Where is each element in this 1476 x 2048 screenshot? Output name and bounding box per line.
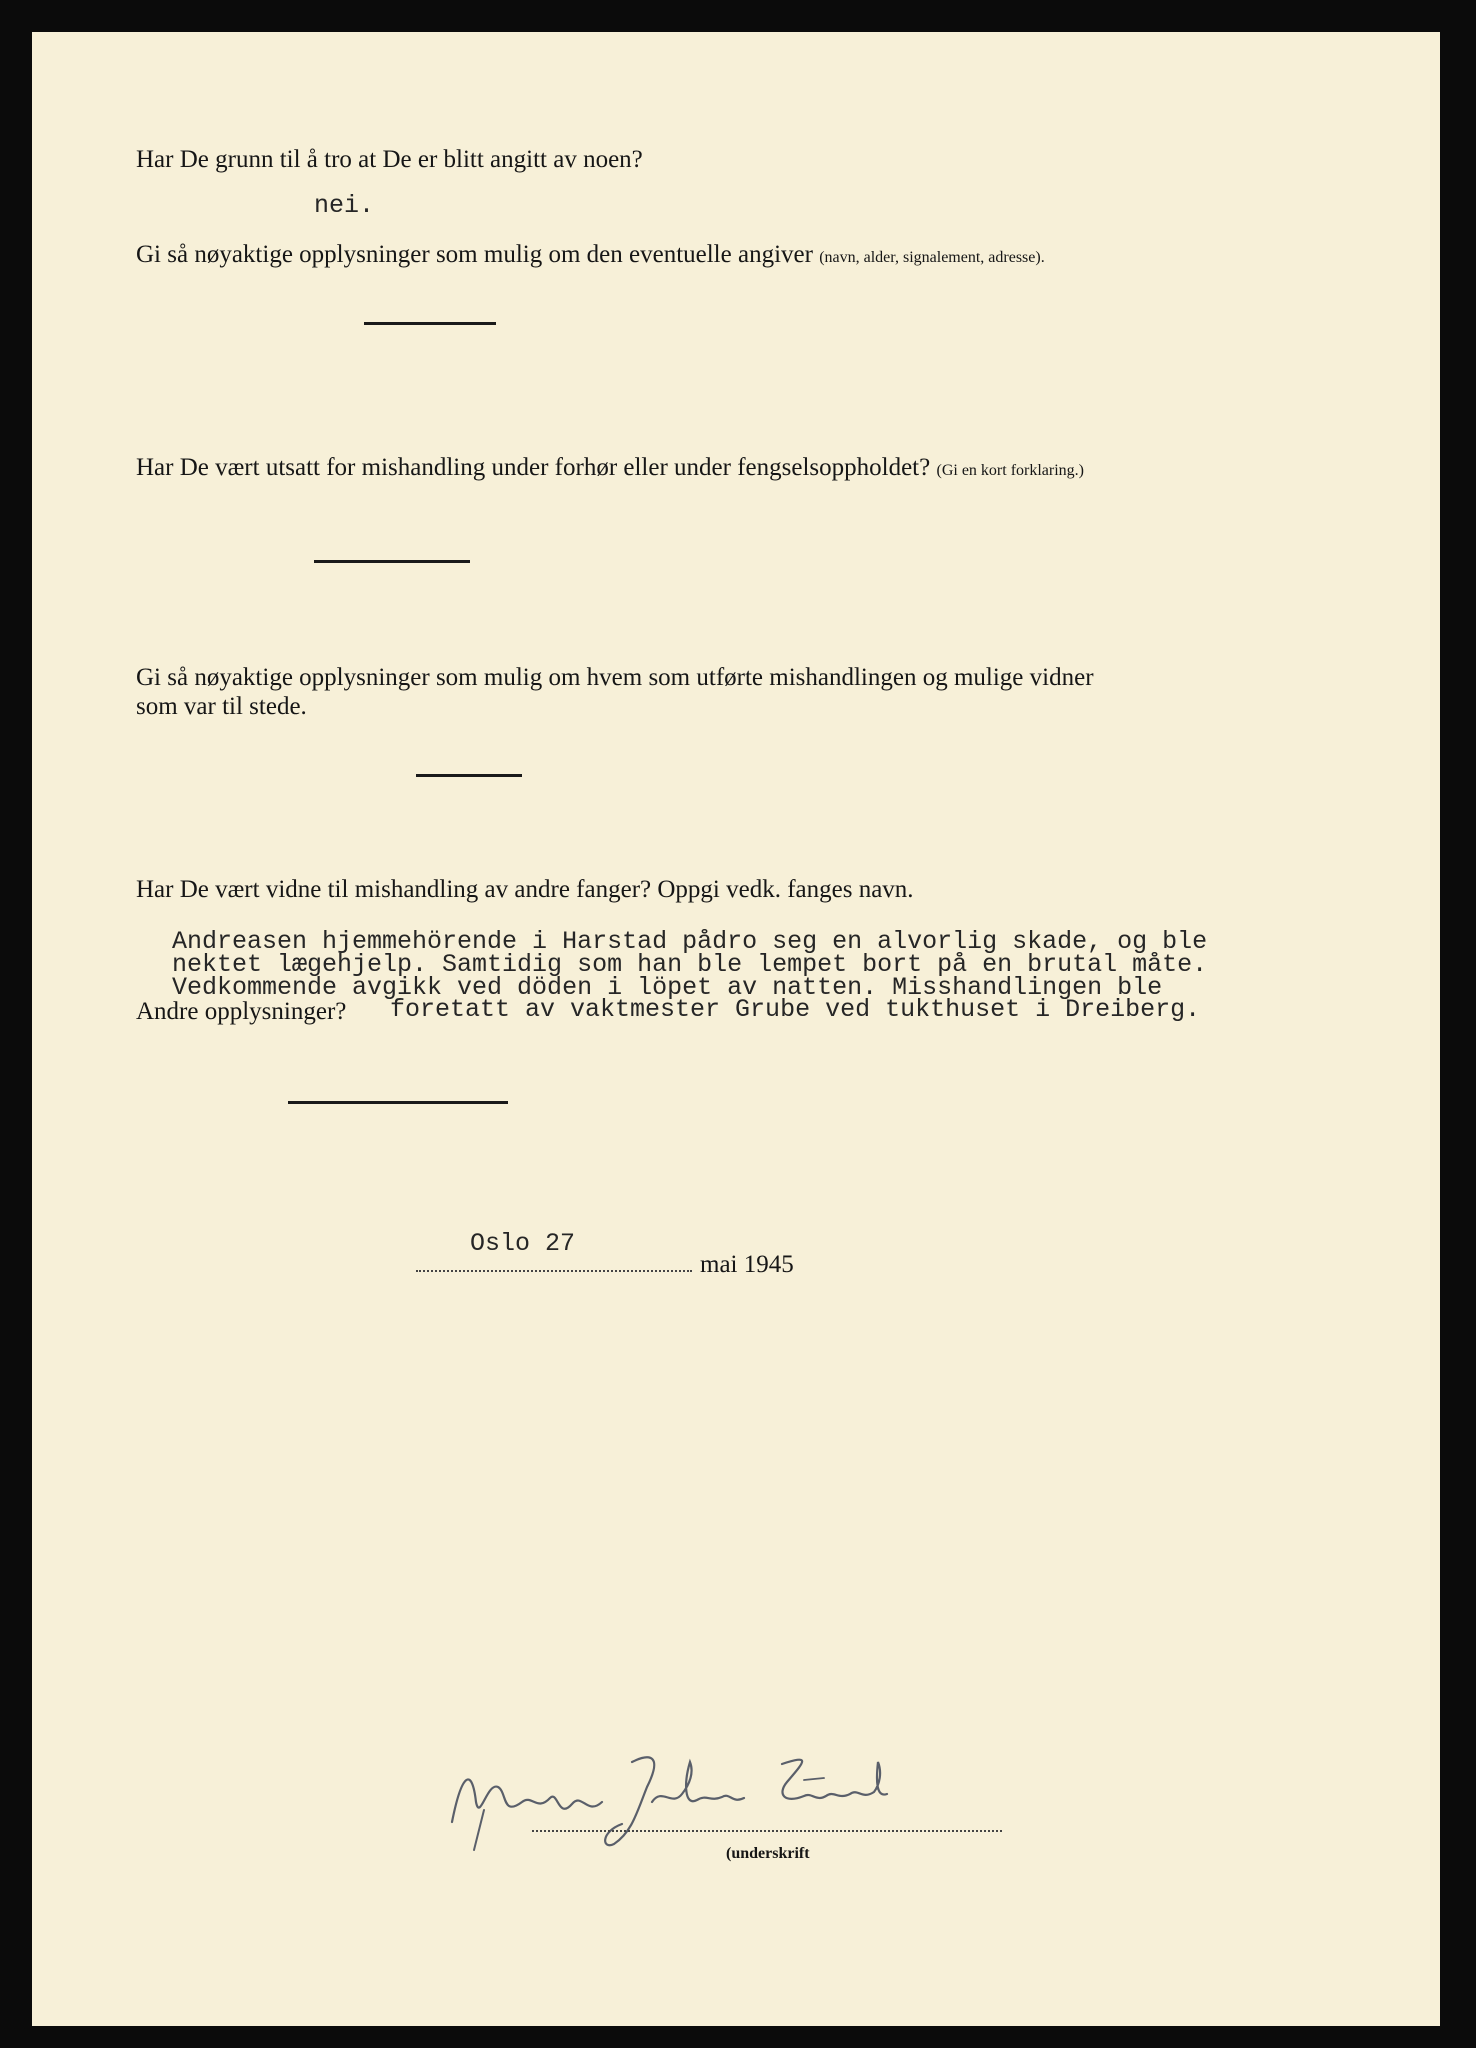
question-informant-main: Gi så nøyaktige opplysninger som mulig om den eventuelle angiver xyxy=(136,241,813,268)
question-other-info: Andre opplysninger? xyxy=(136,998,347,1025)
month-year: mai 1945 xyxy=(700,1251,794,1278)
separator-rule xyxy=(288,1101,508,1104)
question-witness: Har De vært vidne til mishandling av andre fanger? Oppgi vedk. fanges navn. xyxy=(136,876,914,903)
separator-rule xyxy=(314,560,470,563)
separator-rule xyxy=(364,322,496,325)
separator-rule xyxy=(416,774,522,777)
answer-witness-line2: nektet lægehjelp. Samtidig som han ble lempet bort på en brutal måte. xyxy=(172,950,1208,979)
question-mistreatment-main: Har De vært utsatt for mishandling under forhør eller under fengselsoppholdet? xyxy=(136,454,931,481)
answer-witness-line1: Andreasen hjemmehörende i Harstad pådro seg en alvorlig skade, og ble xyxy=(172,927,1208,956)
question-perpetrator-line2: som var til stede. xyxy=(136,693,307,720)
signature-label: (underskrift xyxy=(726,1845,810,1862)
answer-denounced: nei. xyxy=(314,191,375,220)
date-dotted-line xyxy=(416,1270,692,1272)
handwritten-signature xyxy=(432,1732,952,1862)
answer-witness-line4: foretatt av vaktmester Grube ved tukthuset i Dreiberg. xyxy=(390,995,1201,1024)
answer-witness-line3: Vedkommende avgikk ved döden i löpet av natten. Misshandlingen ble xyxy=(172,973,1163,1002)
question-mistreatment-note: (Gi en kort forklaring.) xyxy=(936,462,1084,479)
question-perpetrator-line1: Gi så nøyaktige opplysninger som mulig om hvem som utførte mishandlingen og mulige vidner xyxy=(136,664,1094,691)
place-date: Oslo 27 xyxy=(470,1229,576,1258)
document-page xyxy=(32,32,1440,2026)
question-denounced: Har De grunn til å tro at De er blitt angitt av noen? xyxy=(136,146,643,173)
question-informant-note: (navn, alder, signalement, adresse). xyxy=(819,249,1045,266)
question-informant-details xyxy=(136,237,1045,276)
signature-dotted-line xyxy=(532,1830,1002,1832)
question-mistreatment xyxy=(136,450,1084,489)
